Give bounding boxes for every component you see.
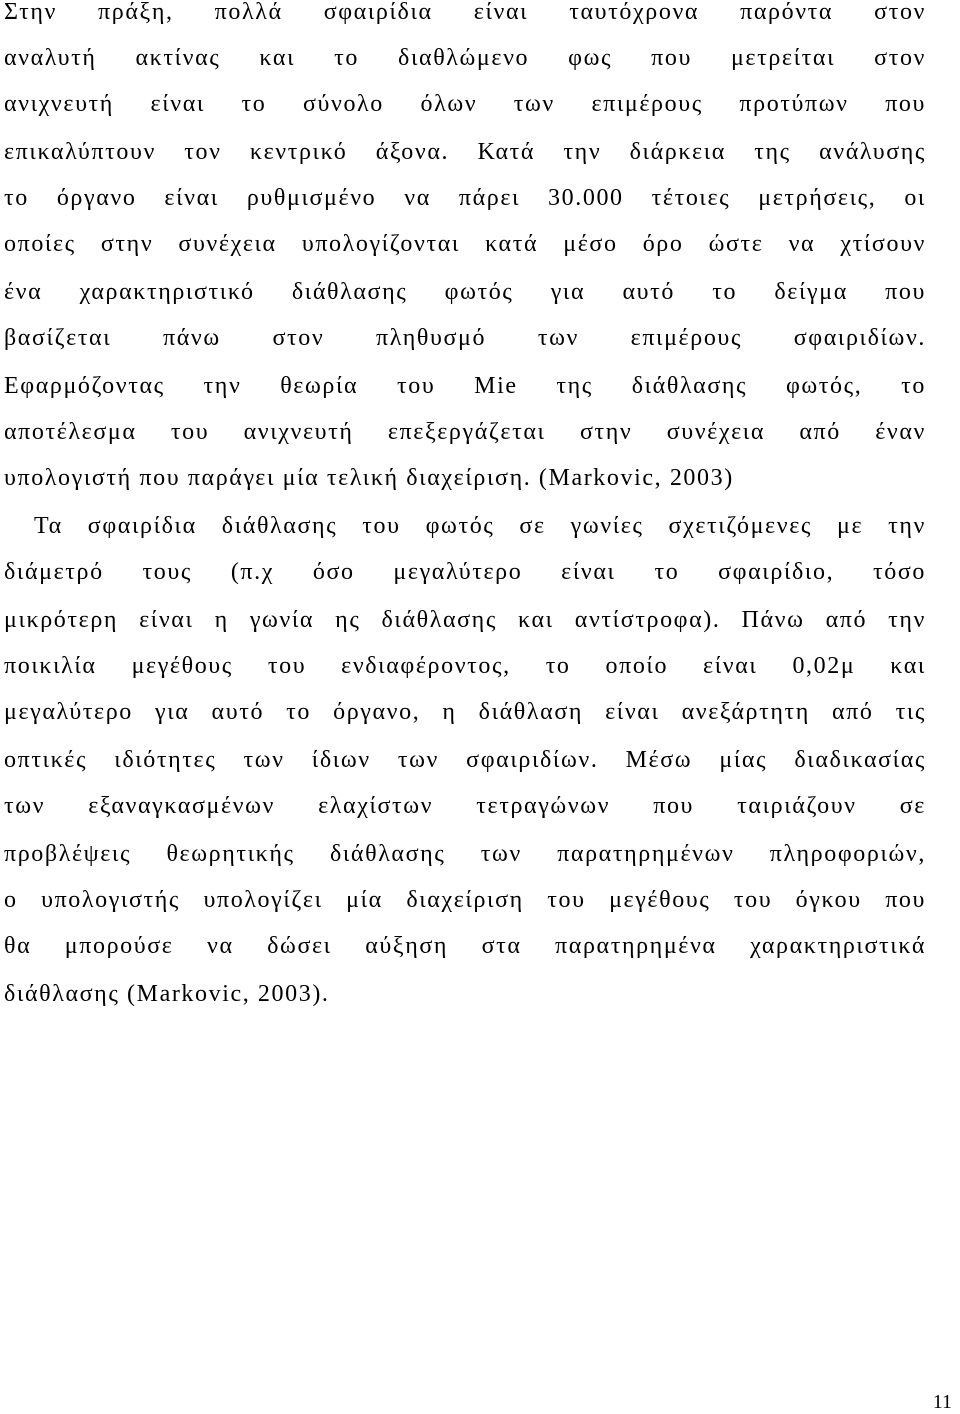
text-line-9: Εφαρμόζοντας την θεωρία του Mie της διάθλασης φωτός, το — [4, 373, 926, 399]
page-number: 11 — [932, 1391, 952, 1413]
text-line-3: ανιχνευτή είναι το σύνολο όλων των επιμέρους προτύπων που — [4, 91, 926, 117]
text-line-11: υπολογιστή που παράγει μία τελική διαχείριση. (Markovic, 2003) — [4, 465, 734, 491]
text-line-14: μικρότερη είναι η γωνία ης διάθλασης και αντίστροφα). Πάνω από την — [4, 607, 926, 633]
text-line-13: διάμετρό τους (π.χ όσο μεγαλύτερο είναι το σφαιρίδιο, τόσο — [4, 559, 926, 585]
text-line-18: των εξαναγκασμένων ελαχίστων τετραγώνων που ταιριάζουν σε — [4, 793, 926, 819]
text-line-4: επικαλύπτουν τον κεντρικό άξονα. Κατά την διάρκεια της ανάλυσης — [4, 139, 926, 165]
text-line-17: οπτικές ιδιότητες των ίδιων των σφαιριδίων. Μέσω μίας διαδικασίας — [4, 747, 926, 773]
text-line-19: προβλέψεις θεωρητικής διάθλασης των παρατηρημένων πληροφοριών, — [4, 841, 926, 867]
text-line-2: αναλυτή ακτίνας και το διαθλώμενο φως που μετρείται στον — [4, 45, 926, 71]
text-line-5: το όργανο είναι ρυθμισμένο να πάρει 30.000 τέτοιες μετρήσεις, οι — [4, 185, 926, 211]
text-line-1: Στην πράξη, πολλά σφαιρίδια είναι ταυτόχρονα παρόντα στον — [4, 0, 926, 25]
text-line-22: διάθλασης (Markovic, 2003). — [4, 981, 330, 1007]
text-line-6: οποίες στην συνέχεια υπολογίζονται κατά μέσο όρο ώστε να χτίσουν — [4, 231, 926, 257]
text-line-12: Τα σφαιρίδια διάθλασης του φωτός σε γωνίες σχετιζόμενες με την — [34, 513, 926, 539]
text-line-15: ποικιλία μεγέθους του ενδιαφέροντος, το οποίο είναι 0,02μ και — [4, 653, 926, 679]
text-line-21: θα μπορούσε να δώσει αύξηση στα παρατηρημένα χαρακτηριστικά — [4, 933, 926, 959]
text-line-7: ένα χαρακτηριστικό διάθλασης φωτός για αυτό το δείγμα που — [4, 279, 926, 305]
text-line-10: αποτέλεσμα του ανιχνευτή επεξεργάζεται στην συνέχεια από έναν — [4, 419, 926, 445]
text-line-20: ο υπολογιστής υπολογίζει μία διαχείριση του μεγέθους του όγκου που — [4, 887, 926, 913]
text-line-16: μεγαλύτερο για αυτό το όργανο, η διάθλαση είναι ανεξάρτητη από τις — [4, 699, 926, 725]
text-line-8: βασίζεται πάνω στον πληθυσμό των επιμέρους σφαιριδίων. — [4, 325, 926, 351]
